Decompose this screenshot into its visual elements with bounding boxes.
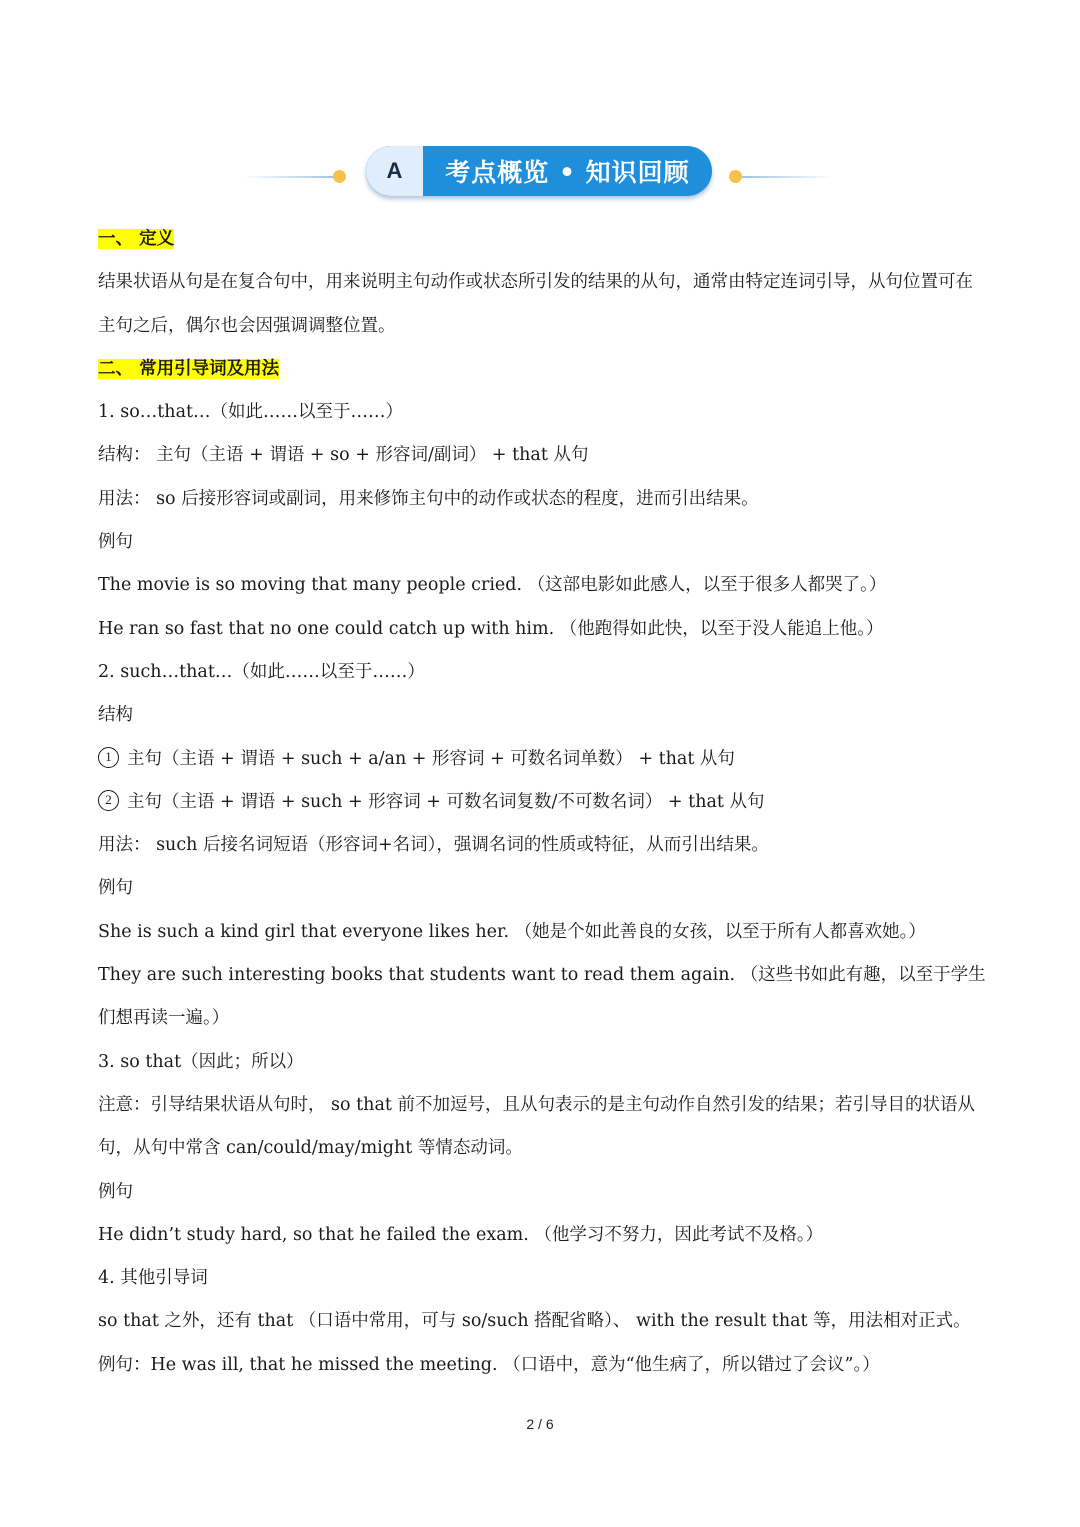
section-1-heading-row <box>98 218 988 261</box>
circled-number-2: 2 <box>98 790 119 811</box>
item-2-example-label: 例句 <box>98 878 133 899</box>
page-number: 2 / 6 <box>526 1416 554 1432</box>
item-2-example-2: They are such interesting books that students want to read them again. （这些书如此有趣，以至于学生们想再读一遍。） <box>98 965 986 1029</box>
item-2-structure-1 <box>98 738 988 781</box>
banner-right-line <box>742 176 834 178</box>
item-2-structure-2 <box>98 781 988 824</box>
item-2-structure-1-text: 主句（主语 + 谓语 + such + a/an + 形容词 + 可数名词单数） + that 从句 <box>127 748 735 769</box>
item-2-structure-2-text: 主句（主语 + 谓语 + such + 形容词 + 可数名词复数/不可数名词） + that 从句 <box>127 791 765 812</box>
item-3-title: 3. so that（因此；所以） <box>98 1051 304 1072</box>
item-3-example-label: 例句 <box>98 1181 133 1202</box>
item-1-example-label: 例句 <box>98 532 133 553</box>
item-2-structure-label: 结构 <box>98 705 133 726</box>
section-2-heading: 二、 常用引导词及用法 <box>98 358 280 379</box>
item-3-note: 注意：引导结果状语从句时， so that 前不加逗号，且从句表示的是主句动作自然引发的结果；若引导目的状语从句，从句中常含 can/could/may/might 等情态动词。 <box>98 1094 975 1159</box>
item-1-structure: 结构： 主句（主语 + 谓语 + so + 形容词/副词） + that 从句 <box>98 445 589 466</box>
item-1-example-1: The movie is so moving that many people cried. （这部电影如此感人，以至于很多人都哭了。） <box>98 575 887 596</box>
item-2-title: 2. such…that…（如此……以至于……） <box>98 661 425 682</box>
section-1-heading: 一、 定义 <box>98 229 175 249</box>
definition-paragraph: 结果状语从句是在复合句中，用来说明主句动作或状态所引发的结果的从句，通常由特定连词引导，从句位置可在主句之后，偶尔也会因强调调整位置。 <box>98 272 973 336</box>
item-3-example-1: He didn’t study hard, so that he failed the exam. （他学习不努力，因此考试不及格。） <box>98 1224 824 1245</box>
document-content <box>98 218 988 1387</box>
item-2-usage: 用法： such 后接名词短语（形容词+名词），强调名词的性质或特征，从而引出结果。 <box>98 835 769 856</box>
item-1-title: 1. so…that…（如此……以至于……） <box>98 402 404 423</box>
item-2-example-1: She is such a kind girl that everyone likes her. （她是个如此善良的女孩，以至于所有人都喜欢她。） <box>98 921 926 942</box>
item-4-text: so that 之外，还有 that （口语中常用，可与 so/such 搭配省略）、 with the result that 等，用法相对正式。 <box>98 1311 971 1332</box>
banner-pill <box>366 146 712 196</box>
circled-number-1: 1 <box>98 747 119 768</box>
section-2-heading-row <box>98 348 988 391</box>
item-4-example: 例句：He was ill, that he missed the meeting. （口语中，意为“他生病了，所以错过了会议”。） <box>98 1354 880 1375</box>
item-1-usage: 用法： so 后接形容词或副词，用来修饰主句中的动作或状态的程度，进而引出结果。 <box>98 488 759 509</box>
item-1-example-2: He ran so fast that no one could catch up with him. （他跑得如此快，以至于没人能追上他。） <box>98 618 884 639</box>
banner-letter: A <box>366 146 423 196</box>
banner-left-dot <box>333 170 346 183</box>
item-4-title: 4. 其他引导词 <box>98 1268 208 1289</box>
banner-title: 考点概览 • 知识回顾 <box>445 158 690 187</box>
banner-left-line <box>242 176 338 178</box>
section-banner <box>0 142 1080 198</box>
banner-right-dot <box>729 170 742 183</box>
